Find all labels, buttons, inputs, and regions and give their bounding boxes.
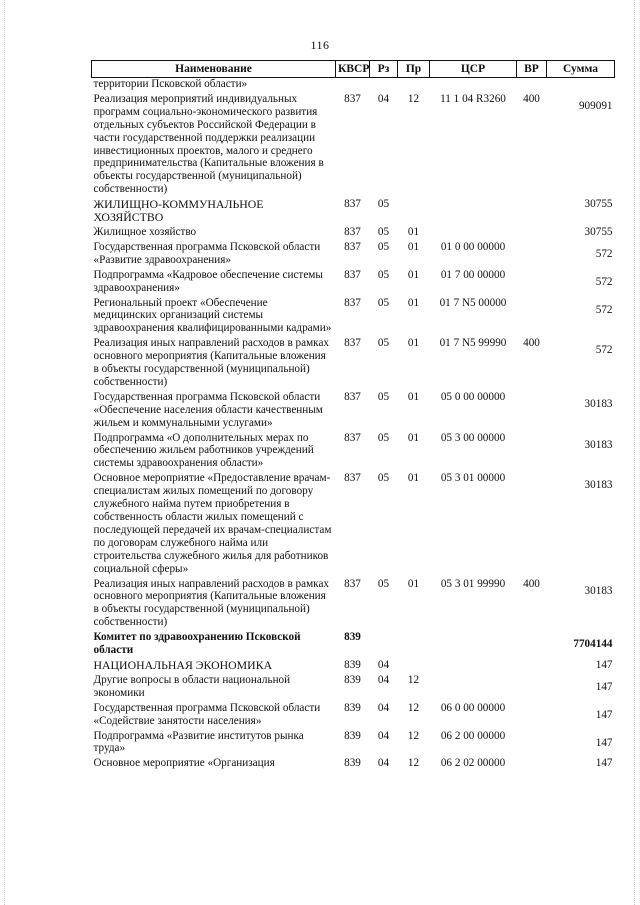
table-row — [92, 730, 615, 758]
cell-csr: 01 7 N5 99990 — [439, 337, 507, 350]
cell-vr — [517, 297, 547, 338]
cell-sum: 30183 — [584, 397, 613, 410]
cell-name: Подпрограмма «Развитие институтов рынка труда» — [93, 729, 304, 755]
cell-vr — [517, 659, 547, 674]
budget-table-container — [91, 60, 614, 772]
cell-name: Реализация иных направлений расходов в рамках основного мероприятия (Капитальные вложения в объекты государственной (муниципальной) собственности) — [93, 337, 330, 388]
cell-pr — [398, 631, 430, 659]
cell-pr: 01 — [407, 390, 420, 403]
cell-sum: 147 — [595, 736, 613, 749]
cell-vr — [517, 198, 547, 226]
cell-sum: 147 — [595, 757, 613, 770]
cell-pr: 12 — [407, 757, 420, 770]
cell-pr: 12 — [407, 673, 420, 686]
cell-kvsr: 839 — [344, 757, 361, 770]
cell-sum: 7704144 — [573, 638, 613, 651]
cell-name: Комитет по здравоохранению Псковской области — [93, 631, 301, 657]
cell-sum: 30755 — [584, 225, 613, 238]
cell-pr: 01 — [407, 225, 420, 238]
cell-vr — [517, 631, 547, 659]
table-row — [92, 757, 615, 772]
cell-name: Государственная программа Псковской области «Содействие занятости населения» — [93, 701, 321, 727]
cell-rz: 05 — [377, 431, 390, 444]
table-body — [92, 78, 615, 773]
cell-kvsr: 837 — [344, 92, 361, 105]
scan-edge-right — [634, 0, 635, 905]
cell-kvsr: 837 — [344, 240, 361, 253]
cell-kvsr: 837 — [344, 390, 361, 403]
cell-name: Подпрограмма «О дополнительных мерах по обеспечению жильем работников учреждений системы здравоохранения области» — [93, 431, 314, 470]
cell-rz: 05 — [377, 472, 390, 485]
cell-sum: 147 — [595, 708, 613, 721]
table-header-row — [92, 61, 615, 78]
cell-name: Региональный проект «Обеспечение медицинских организаций системы здравоохранения квалифицированными кадрами» — [93, 296, 332, 335]
table-row — [92, 78, 615, 93]
cell-pr: 01 — [407, 577, 420, 590]
cell-name: НАЦИОНАЛЬНАЯ ЭКОНОМИКА — [93, 657, 273, 672]
col-header-pr: Пр — [398, 61, 430, 78]
cell-kvsr: 837 — [344, 472, 361, 485]
table-row — [92, 674, 615, 702]
cell-kvsr — [336, 78, 370, 93]
cell-pr: 01 — [407, 431, 420, 444]
cell-pr: 12 — [407, 92, 420, 105]
cell-vr — [517, 391, 547, 432]
cell-sum: 572 — [595, 303, 613, 316]
cell-pr: 01 — [407, 337, 420, 350]
cell-vr — [517, 674, 547, 702]
cell-kvsr: 837 — [344, 225, 361, 238]
cell-sum: 30183 — [584, 479, 613, 492]
cell-sum: 147 — [595, 658, 613, 671]
cell-csr — [430, 78, 517, 93]
table-row — [92, 198, 615, 226]
cell-vr — [517, 702, 547, 730]
cell-csr — [430, 198, 517, 226]
table-row — [92, 432, 615, 473]
cell-kvsr: 839 — [344, 701, 361, 714]
cell-rz: 05 — [377, 390, 390, 403]
cell-rz: 04 — [377, 658, 390, 671]
cell-vr: 400 — [523, 577, 540, 590]
col-header-name: Наименование — [92, 61, 336, 78]
cell-vr — [517, 78, 547, 93]
table-row — [92, 578, 615, 632]
cell-kvsr: 839 — [344, 729, 361, 742]
cell-sum: 30183 — [584, 438, 613, 451]
cell-name: Основное мероприятие «Предоставление врачам-специалистам жилых помещений по договору служебного найма путем приобретения в собственность области жилых помещений с последующей передачей их врачам-специалистам по договорам служебного найма или строительства служебного жилья для работников социальной сферы» — [93, 472, 332, 575]
cell-name: Жилищное хозяйство — [93, 225, 197, 238]
col-header-kvsr: КВСР — [336, 61, 370, 78]
cell-pr: 01 — [407, 268, 420, 281]
cell-rz — [370, 78, 398, 93]
cell-rz: 05 — [377, 296, 390, 309]
scan-edge-left — [4, 0, 5, 905]
cell-pr: 01 — [407, 472, 420, 485]
table-row — [92, 241, 615, 269]
cell-rz: 04 — [377, 92, 390, 105]
cell-kvsr: 837 — [344, 268, 361, 281]
cell-vr — [517, 269, 547, 297]
table-row — [92, 93, 615, 198]
cell-vr — [517, 757, 547, 772]
cell-vr — [517, 241, 547, 269]
cell-csr: 01 0 00 00000 — [440, 240, 506, 253]
cell-kvsr: 839 — [344, 658, 361, 671]
cell-csr: 01 7 00 00000 — [440, 268, 506, 281]
cell-pr — [398, 198, 430, 226]
cell-csr: 06 2 02 00000 — [440, 757, 506, 770]
cell-name: Подпрограмма «Кадровое обеспечение системы здравоохранения» — [93, 268, 323, 294]
cell-kvsr: 837 — [344, 198, 361, 211]
table-row — [92, 269, 615, 297]
table-row — [92, 226, 615, 241]
cell-sum: 147 — [595, 680, 613, 693]
cell-csr: 05 0 00 00000 — [440, 390, 506, 403]
cell-rz: 05 — [377, 198, 390, 211]
cell-name: Другие вопросы в области национальной экономики — [93, 673, 291, 699]
cell-kvsr: 837 — [344, 431, 361, 444]
cell-name: Государственная программа Псковской области «Обеспечение населения области качественным жильем и коммунальными услугами» — [93, 390, 323, 429]
table-row — [92, 297, 615, 338]
cell-kvsr: 839 — [344, 673, 361, 686]
cell-name: ЖИЛИЩНО-КОММУНАЛЬНОЕ ХОЗЯЙСТВО — [93, 197, 264, 225]
cell-rz: 04 — [377, 757, 390, 770]
table-row — [92, 702, 615, 730]
col-header-vr: ВР — [517, 61, 547, 78]
cell-rz: 05 — [377, 577, 390, 590]
cell-vr — [517, 226, 547, 241]
cell-kvsr: 839 — [344, 631, 361, 644]
cell-vr — [517, 472, 547, 577]
table-row — [92, 472, 615, 577]
budget-table — [91, 60, 615, 772]
col-header-csr: ЦСР — [430, 61, 517, 78]
cell-kvsr: 837 — [344, 577, 361, 590]
table-row — [92, 631, 615, 659]
cell-csr: 01 7 N5 00000 — [439, 296, 507, 309]
cell-csr: 11 1 04 R3260 — [440, 92, 506, 105]
cell-rz: 05 — [377, 240, 390, 253]
cell-pr: 12 — [407, 701, 420, 714]
cell-rz — [370, 631, 398, 659]
cell-name: территории Псковской области» — [93, 78, 248, 90]
cell-vr: 400 — [523, 337, 540, 350]
cell-csr: 05 3 01 00000 — [440, 472, 506, 485]
cell-pr — [398, 78, 430, 93]
table-row — [92, 337, 615, 391]
col-header-rz: Рз — [370, 61, 398, 78]
cell-sum: 572 — [595, 275, 613, 288]
cell-pr: 12 — [407, 729, 420, 742]
cell-csr: 06 0 00 00000 — [440, 701, 506, 714]
cell-name: Реализация мероприятий индивидуальных программ социально-экономического развития отдельных субъектов Российской Федерации в части государственной поддержки реализации инвестиционных проектов, малого и среднего предпринимательства (Капитальные вложения в объекты государственной (муниципальной) собственности) — [93, 92, 324, 196]
cell-csr: 05 3 00 00000 — [440, 431, 506, 444]
table-row — [92, 659, 615, 674]
cell-csr — [430, 631, 517, 659]
cell-rz: 04 — [377, 729, 390, 742]
col-header-sum: Сумма — [547, 61, 615, 78]
cell-pr — [398, 659, 430, 674]
cell-csr — [430, 674, 517, 702]
cell-name: Реализация иных направлений расходов в рамках основного мероприятия (Капитальные вложения в объекты государственной (муниципальной) собственности) — [93, 577, 330, 629]
page-number: 116 — [310, 38, 330, 52]
cell-csr — [430, 659, 517, 674]
cell-pr: 01 — [407, 296, 420, 309]
cell-csr — [430, 226, 517, 241]
cell-rz: 05 — [377, 268, 390, 281]
cell-name: Государственная программа Псковской области «Развитие здравоохранения» — [93, 240, 321, 266]
cell-rz: 05 — [377, 225, 390, 238]
cell-sum: 30183 — [584, 584, 613, 597]
cell-kvsr: 837 — [344, 296, 361, 309]
cell-sum — [547, 78, 615, 93]
cell-sum: 30755 — [584, 198, 613, 211]
cell-vr: 400 — [523, 92, 540, 105]
cell-sum: 909091 — [578, 99, 613, 112]
table-row — [92, 391, 615, 432]
cell-rz: 04 — [377, 673, 390, 686]
cell-rz: 05 — [377, 337, 390, 350]
cell-csr: 05 3 01 99990 — [440, 577, 506, 590]
cell-pr: 01 — [407, 240, 420, 253]
cell-name: Основное мероприятие «Организация — [93, 757, 275, 770]
cell-kvsr: 837 — [344, 337, 361, 350]
cell-sum: 572 — [595, 344, 613, 357]
cell-sum: 572 — [595, 247, 613, 260]
cell-vr — [517, 730, 547, 758]
cell-rz: 04 — [377, 701, 390, 714]
cell-vr — [517, 432, 547, 473]
cell-csr: 06 2 00 00000 — [440, 729, 506, 742]
